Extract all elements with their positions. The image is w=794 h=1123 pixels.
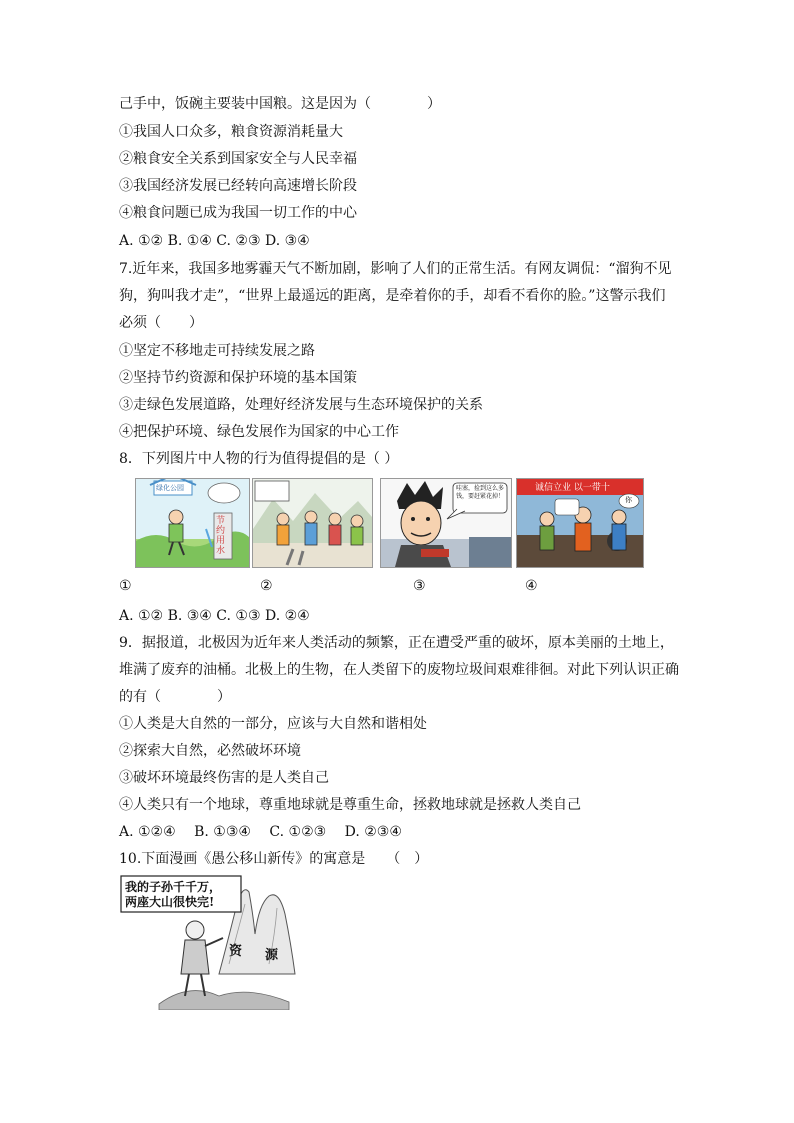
mountain-label-right: 源	[265, 948, 279, 963]
picture-1-illustration	[136, 479, 249, 567]
picture-1	[135, 478, 250, 568]
caption-2: ②	[260, 578, 273, 594]
picture-1-board: 绿化公园	[156, 484, 184, 492]
question-9-stem: 9．据报道，北极因为近年来人类活动的频繁，正在遭受严重的破坏，原本美丽的土地上，	[119, 635, 674, 651]
q6-option-3: ③我国经济发展已经转向高速增长阶段	[119, 178, 357, 194]
caption-1: ①	[119, 578, 132, 594]
picture-4	[516, 478, 644, 568]
picture-3	[380, 478, 512, 568]
q9-option-2: ②探索大自然，必然破坏环境	[119, 743, 301, 759]
mountain-label-left: 资	[229, 944, 243, 959]
picture-4-banner: 诚信立业 以一带十	[535, 483, 610, 493]
caption-4: ④	[525, 578, 538, 594]
q6-option-1: ①我国人口众多，粮食资源消耗量大	[119, 124, 343, 140]
q7-option-3: ③走绿色发展道路，处理好经济发展与生态环境保护的关系	[119, 397, 483, 413]
cartoon-speech-bubble	[125, 880, 221, 910]
picture-2	[252, 478, 373, 568]
q7-option-1: ①坚定不移地走可持续发展之路	[119, 343, 315, 359]
question-10-stem: 10.下面漫画《愚公移山新传》的寓意是 （ ）	[119, 851, 429, 867]
cartoon-bubble-line-1: 我的子孙千千万，	[125, 880, 222, 894]
q7-option-2: ②坚持节约资源和保护环境的基本国策	[119, 370, 357, 386]
question-7-stem: 7.近年来，我国多地雾霾天气不断加剧，影响了人们的正常生活。有网友调侃：“溜狗不见	[119, 261, 672, 277]
picture-4-bubble: 你	[625, 496, 632, 504]
picture-2-illustration	[253, 479, 372, 567]
q8-answers: A. ①② B. ③④ C. ①③ D. ②④	[119, 608, 310, 624]
question-7-stem-2: 狗，狗叫我才走”，“世界上最遥远的距离，是牵着你的手，却看不看你的脸。”这警示我们	[119, 288, 666, 304]
question-6-stem-tail: 己手中，饭碗主要装中国粮。这是因为（ ）	[119, 96, 441, 112]
question-9-stem-2: 堆满了废弃的油桶。北极上的生物，在人类留下的废物垃圾间艰难徘徊。对此下列认识正确	[119, 662, 679, 678]
question-7-stem-3: 必须（ ）	[119, 315, 203, 331]
q6-answers: A. ①② B. ①④ C. ②③ D. ③④	[119, 233, 310, 249]
cartoon-bubble-line-2: 两座大山很快完!	[125, 895, 215, 909]
picture-1-sign: 节约用水	[216, 516, 226, 556]
q6-option-4: ④粮食问题已成为我国一切工作的中心	[119, 205, 357, 221]
q9-answers: A. ①②④ B. ①③④ C. ①②③ D. ②③④	[119, 824, 402, 840]
question-9-stem-3: 的有（ ）	[119, 689, 231, 705]
cartoon-foolish-old-man	[119, 874, 299, 1010]
q9-option-1: ①人类是大自然的一部分，应该与大自然和谐相处	[119, 716, 427, 732]
picture-3-bubble: 哇塞，捡到这么多钱，要赶紧花掉！	[456, 485, 505, 500]
q9-option-4: ④人类只有一个地球，尊重地球就是尊重生命，拯救地球就是拯救人类自己	[119, 797, 581, 813]
q9-option-3: ③破坏环境最终伤害的是人类自己	[119, 770, 329, 786]
q7-option-4: ④把保护环境、绿色发展作为国家的中心工作	[119, 424, 399, 440]
question-8-stem: 8．下列图片中人物的行为值得提倡的是（ ）	[119, 451, 399, 467]
caption-3: ③	[413, 578, 426, 594]
q6-option-2: ②粮食安全关系到国家安全与人民幸福	[119, 151, 357, 167]
